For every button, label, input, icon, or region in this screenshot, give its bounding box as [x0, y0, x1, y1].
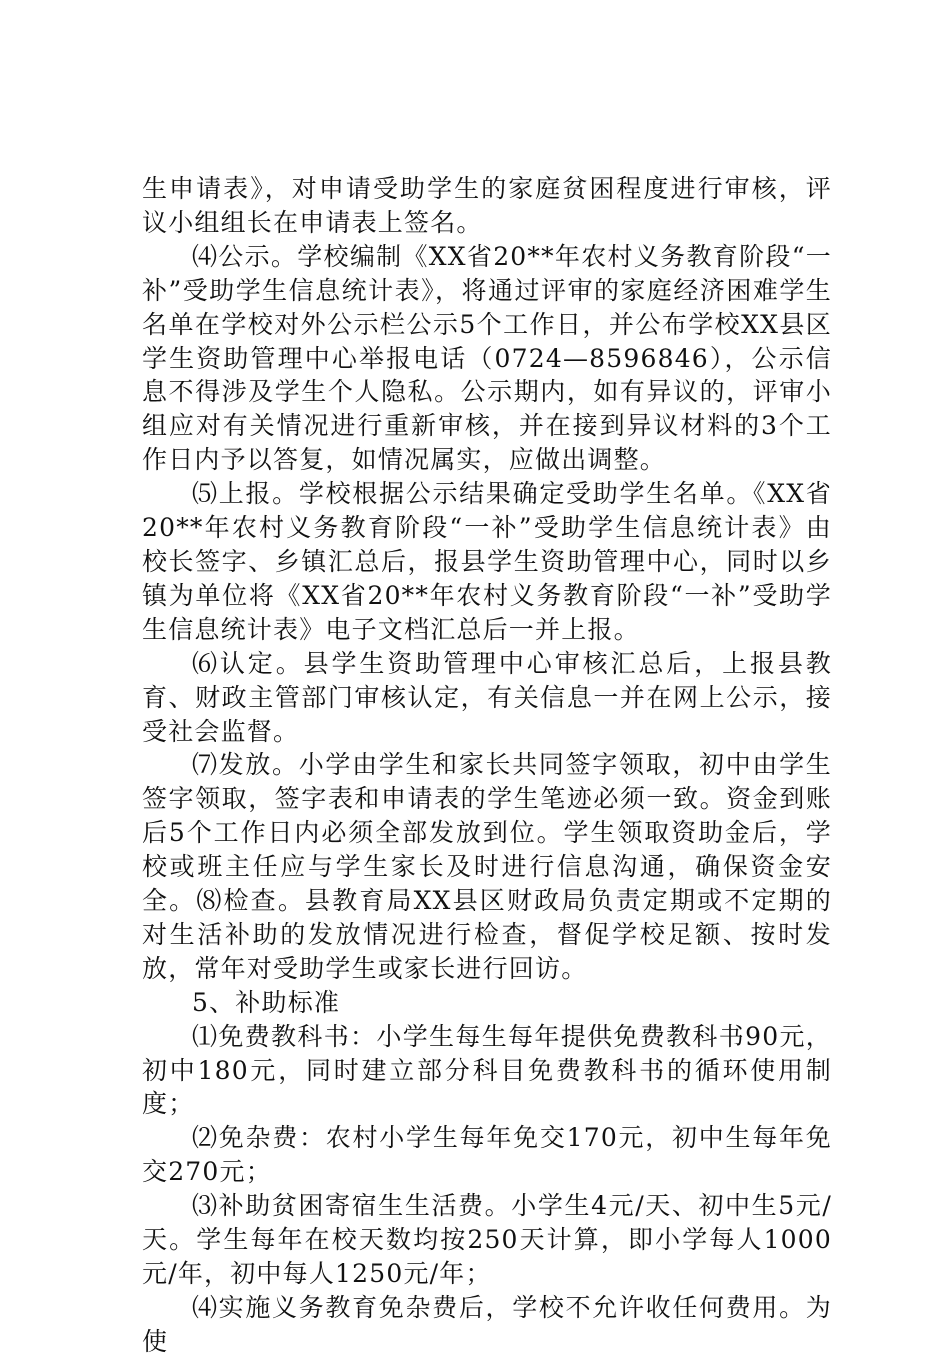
paragraph-application-review: 生申请表》，对申请受助学生的家庭贫困程度进行审核，评议小组组长在申请表上签名。 — [142, 174, 832, 237]
paragraph-free-textbooks: ⑴免费教科书：小学生每生每年提供免费教科书90元，初中180元，同时建立部分科目免费教科书的循环使用制度； — [142, 1021, 832, 1119]
paragraph-report: ⑸上报。学校根据公示结果确定受助学生名单。《XX省20**年农村义务教育阶段“一补”受助学生信息统计表》由校长签字、乡镇汇总后，报县学生资助管理中心，同时以乡镇为单位将《XX省20**年农村义务教育阶段“一补”受助学生信息统计表》电子文档汇总后一并上报。 — [142, 479, 832, 644]
paragraph-distribution: ⑺发放。小学由学生和家长共同签字领取，初中由学生签字领取，签字表和申请表的学生笔迹必须一致。资金到账后5个工作日内必须全部发放到位。学生领取资助金后，学校或班主任应与学生家长及时进行信息沟通，确保资金安全。⑻检查。县教育局XX县区财政局负责定期或不定期的对生活补助的发放情况进行检查，督促学校足额、按时发放，常年对受助学生或家长进行回访。 — [142, 750, 832, 983]
document-body — [142, 172, 832, 1359]
paragraph-confirmation: ⑹认定。县学生资助管理中心审核汇总后，上报县教育、财政主管部门审核认定，有关信息一并在网上公示，接受社会监督。 — [142, 648, 832, 746]
paragraph-publicity: ⑷公示。学校编制《XX省20**年农村义务教育阶段“一补”受助学生信息统计表》，将通过评审的家庭经济困难学生名单在学校对外公示栏公示5个工作日，并公布学校XX县区学生资助管理中心举报电话（0724—8596846），公示信息不得涉及学生个人隐私。公示期内，如有异议的，评审小组应对有关情况进行重新审核，并在接到异议材料的3个工作日内予以答复，如情况属实，应做出调整。 — [142, 241, 832, 475]
paragraph-boarding-subsidy: ⑶补助贫困寄宿生生活费。小学生4元/天、初中生5元/天。学生每年在校天数均按250天计算，即小学每人1000元/年，初中每人1250元/年； — [142, 1191, 832, 1288]
paragraph-fee-exemption: ⑵免杂费：农村小学生每年免交170元，初中生每年免交270元； — [142, 1123, 832, 1187]
paragraph-no-fees: ⑷实施义务教育免杂费后，学校不允许收任何费用。为使 — [142, 1292, 832, 1356]
section-heading-subsidy-standard: 5、补助标准 — [192, 987, 341, 1017]
